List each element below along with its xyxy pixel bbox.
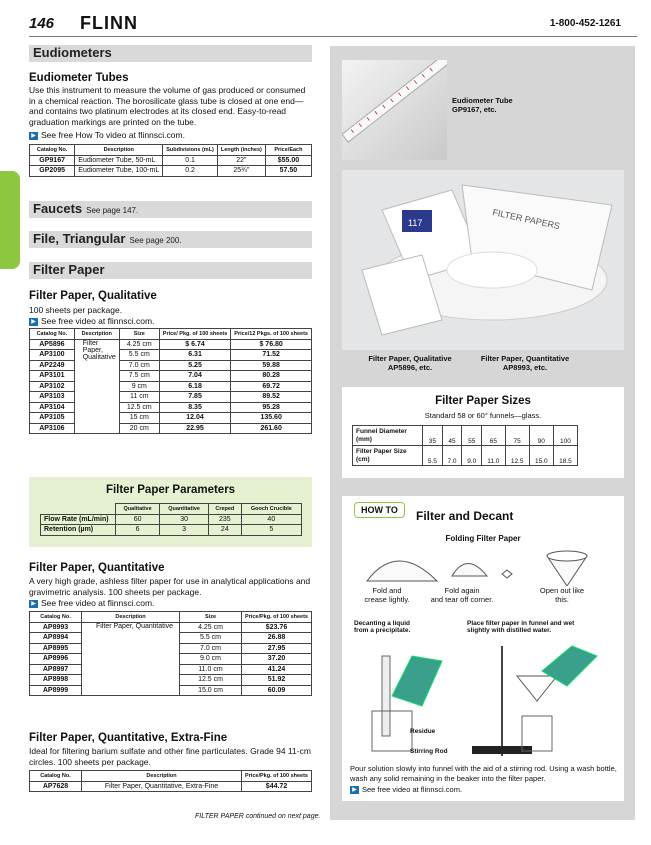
table-row [30, 781, 312, 792]
cell: 25¾" [217, 166, 265, 177]
col-header: Subdivisions (mL) [163, 145, 218, 156]
col-header: Description [82, 612, 180, 623]
folding-heading: Folding Filter Paper [445, 534, 521, 543]
catalog-no: AP3100 [30, 350, 75, 361]
catalog-no: AP2249 [30, 360, 75, 371]
folding-illustrations [352, 546, 614, 586]
price-cell: 60.09 [242, 685, 312, 696]
col-header: Catalog No. [30, 145, 75, 156]
play-icon: ▶ [350, 786, 359, 794]
catalog-no: AP8997 [30, 664, 82, 675]
price-12-cell: 261.60 [231, 423, 312, 434]
size-value: 11.0 [482, 446, 506, 466]
col-header [41, 504, 116, 515]
col-header: Qualitative [116, 504, 160, 515]
catalog-no: AP8993 [30, 622, 82, 633]
price-cell: 12.04 [159, 413, 231, 424]
beaker-icon [372, 711, 412, 751]
catalog-no: AP5896 [30, 339, 75, 350]
catalog-no: AP8999 [30, 685, 82, 696]
cell: 40 [241, 514, 301, 525]
size-value: 5.5 [423, 446, 443, 466]
size-cell: 7.5 cm [119, 371, 159, 382]
size-cell: 15.0 cm [180, 685, 242, 696]
size-cell: 4.25 cm [180, 622, 242, 633]
howto-body: Pour solution slowly into funnel with the aid of a stirring rod. Using a wash bottle, wash any solid remaining in the beaker into the filter paper. [350, 764, 617, 783]
parameters-table [40, 503, 302, 536]
size-cell: 5.5 cm [119, 350, 159, 361]
video-text: See free video at flinnsci.com. [41, 316, 155, 326]
price-cell: 57.50 [265, 166, 311, 177]
col-header: Creped [209, 504, 242, 515]
col-header: Gooch Crucible [241, 504, 301, 515]
cell: 3 [160, 525, 209, 536]
stirring-rod-label: Stirring Rod [410, 748, 448, 755]
description-cell: Eudiometer Tube, 50-mL [75, 155, 163, 166]
table-row [30, 413, 312, 424]
size-value: 9.0 [462, 446, 482, 466]
table-row [41, 514, 302, 525]
price-cell: 51.92 [242, 675, 312, 686]
col-header: Price/Pkg. of 100 sheets [242, 771, 312, 782]
extra-fine-title: Filter Paper, Quantitative, Extra-Fine [29, 732, 228, 744]
qualitative-title: Filter Paper, Qualitative [29, 290, 157, 302]
row-label: Funnel Diameter (mm) [353, 426, 423, 446]
col-header: Catalog No. [30, 612, 82, 623]
table-row [30, 371, 312, 382]
catalog-no: AP3103 [30, 392, 75, 403]
eudiometer-subtitle: Eudiometer Tubes [29, 72, 129, 84]
box-label: FILTER PAPERS [491, 207, 561, 232]
size-cell: 9.0 cm [180, 654, 242, 665]
howto-video-link[interactable] [350, 785, 462, 794]
eudiometer-photo [342, 60, 447, 160]
catalog-no: AP8998 [30, 675, 82, 686]
funnel-icon [517, 676, 557, 701]
beaker-icon-2 [522, 716, 552, 751]
price-cell: $55.00 [265, 155, 311, 166]
cell: 24 [209, 525, 242, 536]
table-row [30, 166, 312, 177]
table-row [30, 392, 312, 403]
page-number: 146 [29, 15, 55, 32]
howto-badge: HOW TO [354, 502, 405, 518]
price-cell: 41.24 [242, 664, 312, 675]
filter-paper-boxes-image [342, 170, 624, 350]
price-12-cell: 135.60 [231, 413, 312, 424]
qualitative-note: 100 sheets per package. [29, 305, 123, 315]
col-header: Catalog No. [30, 329, 75, 340]
howto-title: Filter and Decant [416, 509, 514, 523]
table-row [30, 402, 312, 413]
price-cell: $ 6.74 [159, 339, 231, 350]
play-icon: ▶ [29, 600, 38, 608]
description-cell: Filter Paper, Quantitative, Extra-Fine [82, 781, 242, 792]
section-title: Filter Paper [33, 262, 105, 277]
price-cell: $44.72 [242, 781, 312, 792]
glove-hand-icon [392, 656, 442, 706]
price-cell: 6.31 [159, 350, 231, 361]
size-cell: 5.5 cm [180, 633, 242, 644]
quantitative-video-link[interactable] [29, 598, 154, 608]
eudiometer-description: Use this instrument to measure the volume of gas produced or consumed in a chemical reaction. The borosilicate glass tube is closed at one end—and contains two platinum electrodes at its closed end. Easy-to-read graduation markings are printed on the tube. [29, 85, 306, 127]
filter-label: Place filter paper in funnel and wet slightly with distilled water. [467, 620, 575, 634]
section-filter-paper [29, 262, 312, 279]
video-text: See free video at flinnsci.com. [41, 598, 155, 608]
table-row [30, 155, 312, 166]
play-icon: ▶ [29, 132, 38, 140]
qualitative-video-link[interactable] [29, 316, 154, 326]
price-12-cell: 89.52 [231, 392, 312, 403]
decant-illustration [352, 636, 614, 761]
fold-step2-label: Fold again and tear off corner. [430, 586, 494, 604]
price-cell: 6.18 [159, 381, 231, 392]
see-page: See page 200. [129, 236, 182, 245]
page-header [0, 0, 651, 40]
catalog-no: AP7628 [30, 781, 82, 792]
table-row [353, 446, 578, 466]
parameters-title: Filter Paper Parameters [105, 484, 236, 496]
filter-paper-photo [342, 170, 624, 350]
brand-logo: FLINN [80, 13, 138, 33]
size-value: 90 [529, 426, 553, 446]
row-label: Retention (µm) [41, 525, 116, 536]
section-faucets [29, 201, 312, 218]
eudiometer-video-link[interactable] [29, 130, 185, 140]
catalog-no: AP3102 [30, 381, 75, 392]
description-cell: Eudiometer Tube, 100-mL [75, 166, 163, 177]
cell: 5 [241, 525, 301, 536]
price-cell: 5.25 [159, 360, 231, 371]
catalog-no: AP8994 [30, 633, 82, 644]
price-cell: 8.35 [159, 402, 231, 413]
price-cell: 26.88 [242, 633, 312, 644]
table-row [30, 381, 312, 392]
catalog-no: AP3105 [30, 413, 75, 424]
fold-step2-icon [452, 564, 487, 577]
sizes-title: Filter Paper Sizes [435, 395, 531, 407]
catalog-no: GP2095 [30, 166, 75, 177]
quantitative-caption: Filter Paper, Quantitative AP8993, etc. [480, 354, 570, 372]
quantitative-description: A very high grade, ashless filter paper for use in analytical applications and gravimetric analysis. 100 sheets per package. [29, 576, 311, 597]
col-header: Description [82, 771, 242, 782]
size-value: 7.0 [442, 446, 462, 466]
size-cell: 7.0 cm [180, 643, 242, 654]
catalog-no: AP8995 [30, 643, 82, 654]
section-tab [0, 171, 20, 269]
sizes-subtitle: Standard 58 or 60° funnels—glass. [424, 411, 542, 420]
section-title: Eudiometers [33, 45, 112, 60]
size-value: 15.0 [529, 446, 553, 466]
size-cell: 20 cm [119, 423, 159, 434]
quantitative-title: Filter Paper, Quantitative [29, 562, 165, 574]
video-text: See free video at flinnsci.com. [362, 785, 463, 794]
extra-fine-description: Ideal for filtering barium sulfate and other fine particulates. Grade 94 11-cm circles. 100 sheets per package. [29, 746, 311, 767]
price-12-cell: 95.28 [231, 402, 312, 413]
table-row [353, 426, 578, 446]
cell: 0.1 [163, 155, 218, 166]
qualitative-table [29, 328, 312, 434]
description-cell: Filter Paper, Quantitative [82, 622, 180, 696]
fold-step3-label: Open out like this. [539, 586, 585, 604]
size-value: 12.5 [505, 446, 529, 466]
price-12-cell: $ 76.80 [231, 339, 312, 350]
size-value: 75 [505, 426, 529, 446]
fold-step1-icon [367, 561, 437, 581]
col-header: Size [119, 329, 159, 340]
play-icon: ▶ [29, 318, 38, 326]
col-header: Price/Pkg. of 100 sheets [242, 612, 312, 623]
price-12-cell: 80.28 [231, 371, 312, 382]
price-12-cell: 69.72 [231, 381, 312, 392]
size-cell: 11.0 cm [180, 664, 242, 675]
box-number: 117 [408, 218, 423, 228]
price-cell: 22.95 [159, 423, 231, 434]
col-header: Length (inches) [217, 145, 265, 156]
qualitative-caption: Filter Paper, Qualitative AP5896, etc. [368, 354, 452, 372]
catalog-no: AP3101 [30, 371, 75, 382]
size-cell: 15 cm [119, 413, 159, 424]
size-cell: 9 cm [119, 381, 159, 392]
cell: 22" [217, 155, 265, 166]
size-cell: 12.5 cm [180, 675, 242, 686]
video-text: See free How To video at flinnsci.com. [41, 130, 185, 140]
table-row [30, 339, 312, 350]
quantitative-table [29, 611, 312, 696]
table-row [30, 350, 312, 361]
price-12-cell: 71.52 [231, 350, 312, 361]
price-cell: 27.95 [242, 643, 312, 654]
row-label: Flow Rate (mL/min) [41, 514, 116, 525]
size-value: 55 [462, 426, 482, 446]
table-row [30, 622, 312, 633]
table-row [30, 360, 312, 371]
price-cell: $23.76 [242, 622, 312, 633]
section-title: File, Triangular [33, 231, 126, 246]
col-header: Price/Each [265, 145, 311, 156]
col-header: Catalog No. [30, 771, 82, 782]
size-value: 18.5 [553, 446, 577, 466]
cell: 30 [160, 514, 209, 525]
residue-label: Residue [410, 728, 436, 735]
phone-number: 1-800-452-1261 [549, 18, 621, 29]
catalog-no: AP3104 [30, 402, 75, 413]
fold-step1-label: Fold and crease lightly. [364, 586, 410, 604]
eudiometer-table [29, 144, 312, 177]
price-cell: 7.04 [159, 371, 231, 382]
size-cell: 11 cm [119, 392, 159, 403]
eudiometer-caption: Eudiometer Tube GP9167, etc. [452, 96, 513, 114]
section-triangular [29, 231, 312, 248]
cell: 0.2 [163, 166, 218, 177]
header-rule [29, 36, 637, 37]
eudiometer-tube-image [342, 60, 447, 160]
size-cell: 12.5 cm [119, 402, 159, 413]
table-row [41, 525, 302, 536]
size-value: 45 [442, 426, 462, 446]
size-value: 65 [482, 426, 506, 446]
torn-corner-icon [502, 570, 512, 578]
price-12-cell: 59.88 [231, 360, 312, 371]
size-value: 100 [553, 426, 577, 446]
col-header: Price/12 Pkgs. of 100 sheets [231, 329, 312, 340]
section-eudiometers [29, 45, 312, 62]
howto-box [342, 496, 624, 801]
col-header: Price/ Pkg. of 100 sheets [159, 329, 231, 340]
decant-label: Decanting a liquid from a precipitate. [354, 620, 411, 634]
cell: 235 [209, 514, 242, 525]
col-header: Size [180, 612, 242, 623]
col-header: Quantitative [160, 504, 209, 515]
col-header: Description [75, 145, 163, 156]
see-page: See page 147. [86, 206, 139, 215]
size-value: 35 [423, 426, 443, 446]
row-label: Filter Paper Size (cm) [353, 446, 423, 466]
catalog-no: AP8996 [30, 654, 82, 665]
price-cell: 7.85 [159, 392, 231, 403]
catalog-no: AP3106 [30, 423, 75, 434]
extra-fine-table [29, 770, 312, 792]
cell: 60 [116, 514, 160, 525]
size-cell: 4.25 cm [119, 339, 159, 350]
price-cell: 37.20 [242, 654, 312, 665]
description-cell: Filter Paper, Qualitative [74, 339, 119, 434]
col-header: Description [74, 329, 119, 340]
continued-note: FILTER PAPER continued on next page. [195, 813, 321, 820]
section-title: Faucets [33, 201, 83, 216]
cell: 6 [116, 525, 160, 536]
sizes-table [352, 425, 578, 466]
sizes-box [342, 387, 624, 478]
table-row [30, 423, 312, 434]
size-cell: 7.0 cm [119, 360, 159, 371]
catalog-no: GP9167 [30, 155, 75, 166]
